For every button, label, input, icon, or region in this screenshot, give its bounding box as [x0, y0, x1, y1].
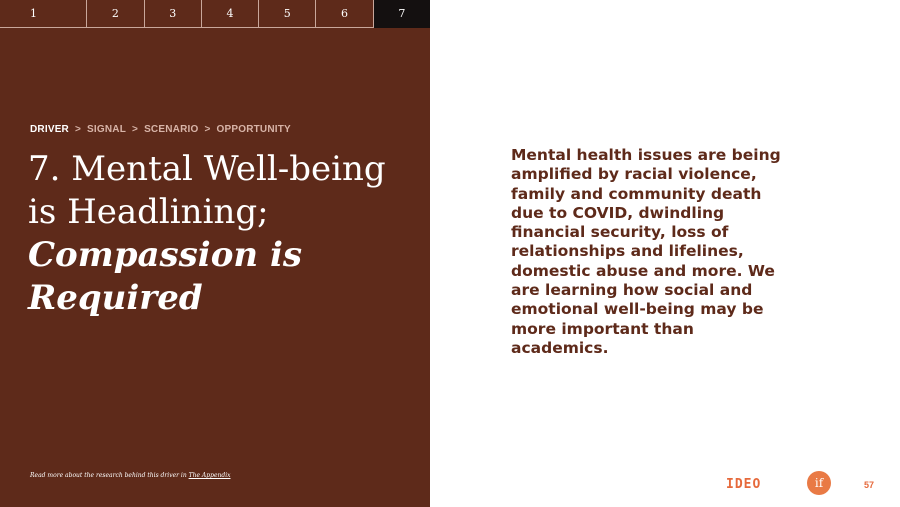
title-line: 7. Mental Well-being [28, 149, 386, 189]
body-line: financial security, loss of [511, 223, 729, 242]
if-logo: if [807, 471, 831, 495]
tab-3[interactable]: 3 [145, 0, 202, 28]
appendix-link[interactable]: The Appendix [188, 472, 231, 479]
breadcrumb-opportunity[interactable]: OPPORTUNITY [216, 124, 291, 135]
breadcrumb-driver[interactable]: DRIVER [30, 124, 69, 135]
left-panel [0, 0, 430, 507]
title-line-italic: Required [28, 278, 203, 318]
section-tabs [0, 0, 430, 28]
ideo-logo: IDEO [726, 477, 762, 492]
body-line: Mental health issues are being [511, 146, 781, 164]
breadcrumb-separator: > [74, 124, 82, 135]
body-line: family and community death [511, 184, 762, 203]
body-line: relationships and lifelines, [511, 242, 744, 261]
tab-7[interactable]: 7 [374, 0, 430, 28]
page-title [28, 148, 423, 320]
breadcrumb-signal[interactable]: SIGNAL [87, 124, 127, 135]
body-line: emotional well-being may be [511, 300, 764, 319]
page-number: 57 [864, 480, 875, 490]
breadcrumb-scenario[interactable]: SCENARIO [144, 124, 199, 135]
body-line: due to COVID, dwindling [511, 203, 725, 222]
body-paragraph [511, 146, 781, 358]
body-line: academics. [511, 338, 609, 357]
breadcrumb-separator: > [204, 124, 211, 135]
body-line: are learning how social and [511, 281, 753, 300]
body-line: amplified by racial violence, [511, 165, 757, 184]
title-line-italic: Compassion is [28, 235, 303, 275]
body-line: domestic abuse and more. We [511, 261, 775, 280]
tab-5[interactable]: 5 [259, 0, 316, 28]
tab-2[interactable]: 2 [87, 0, 144, 28]
footnote-text: Read more about the research behind this driver in [30, 472, 189, 479]
tab-1[interactable]: 1 [0, 0, 87, 28]
footnote [30, 472, 231, 479]
breadcrumb-separator: > [132, 124, 139, 135]
body-line: more important than [511, 319, 694, 338]
tab-4[interactable]: 4 [202, 0, 259, 28]
breadcrumb [30, 124, 291, 135]
tab-6[interactable]: 6 [316, 0, 373, 28]
title-line: is Headlining; [28, 192, 269, 232]
